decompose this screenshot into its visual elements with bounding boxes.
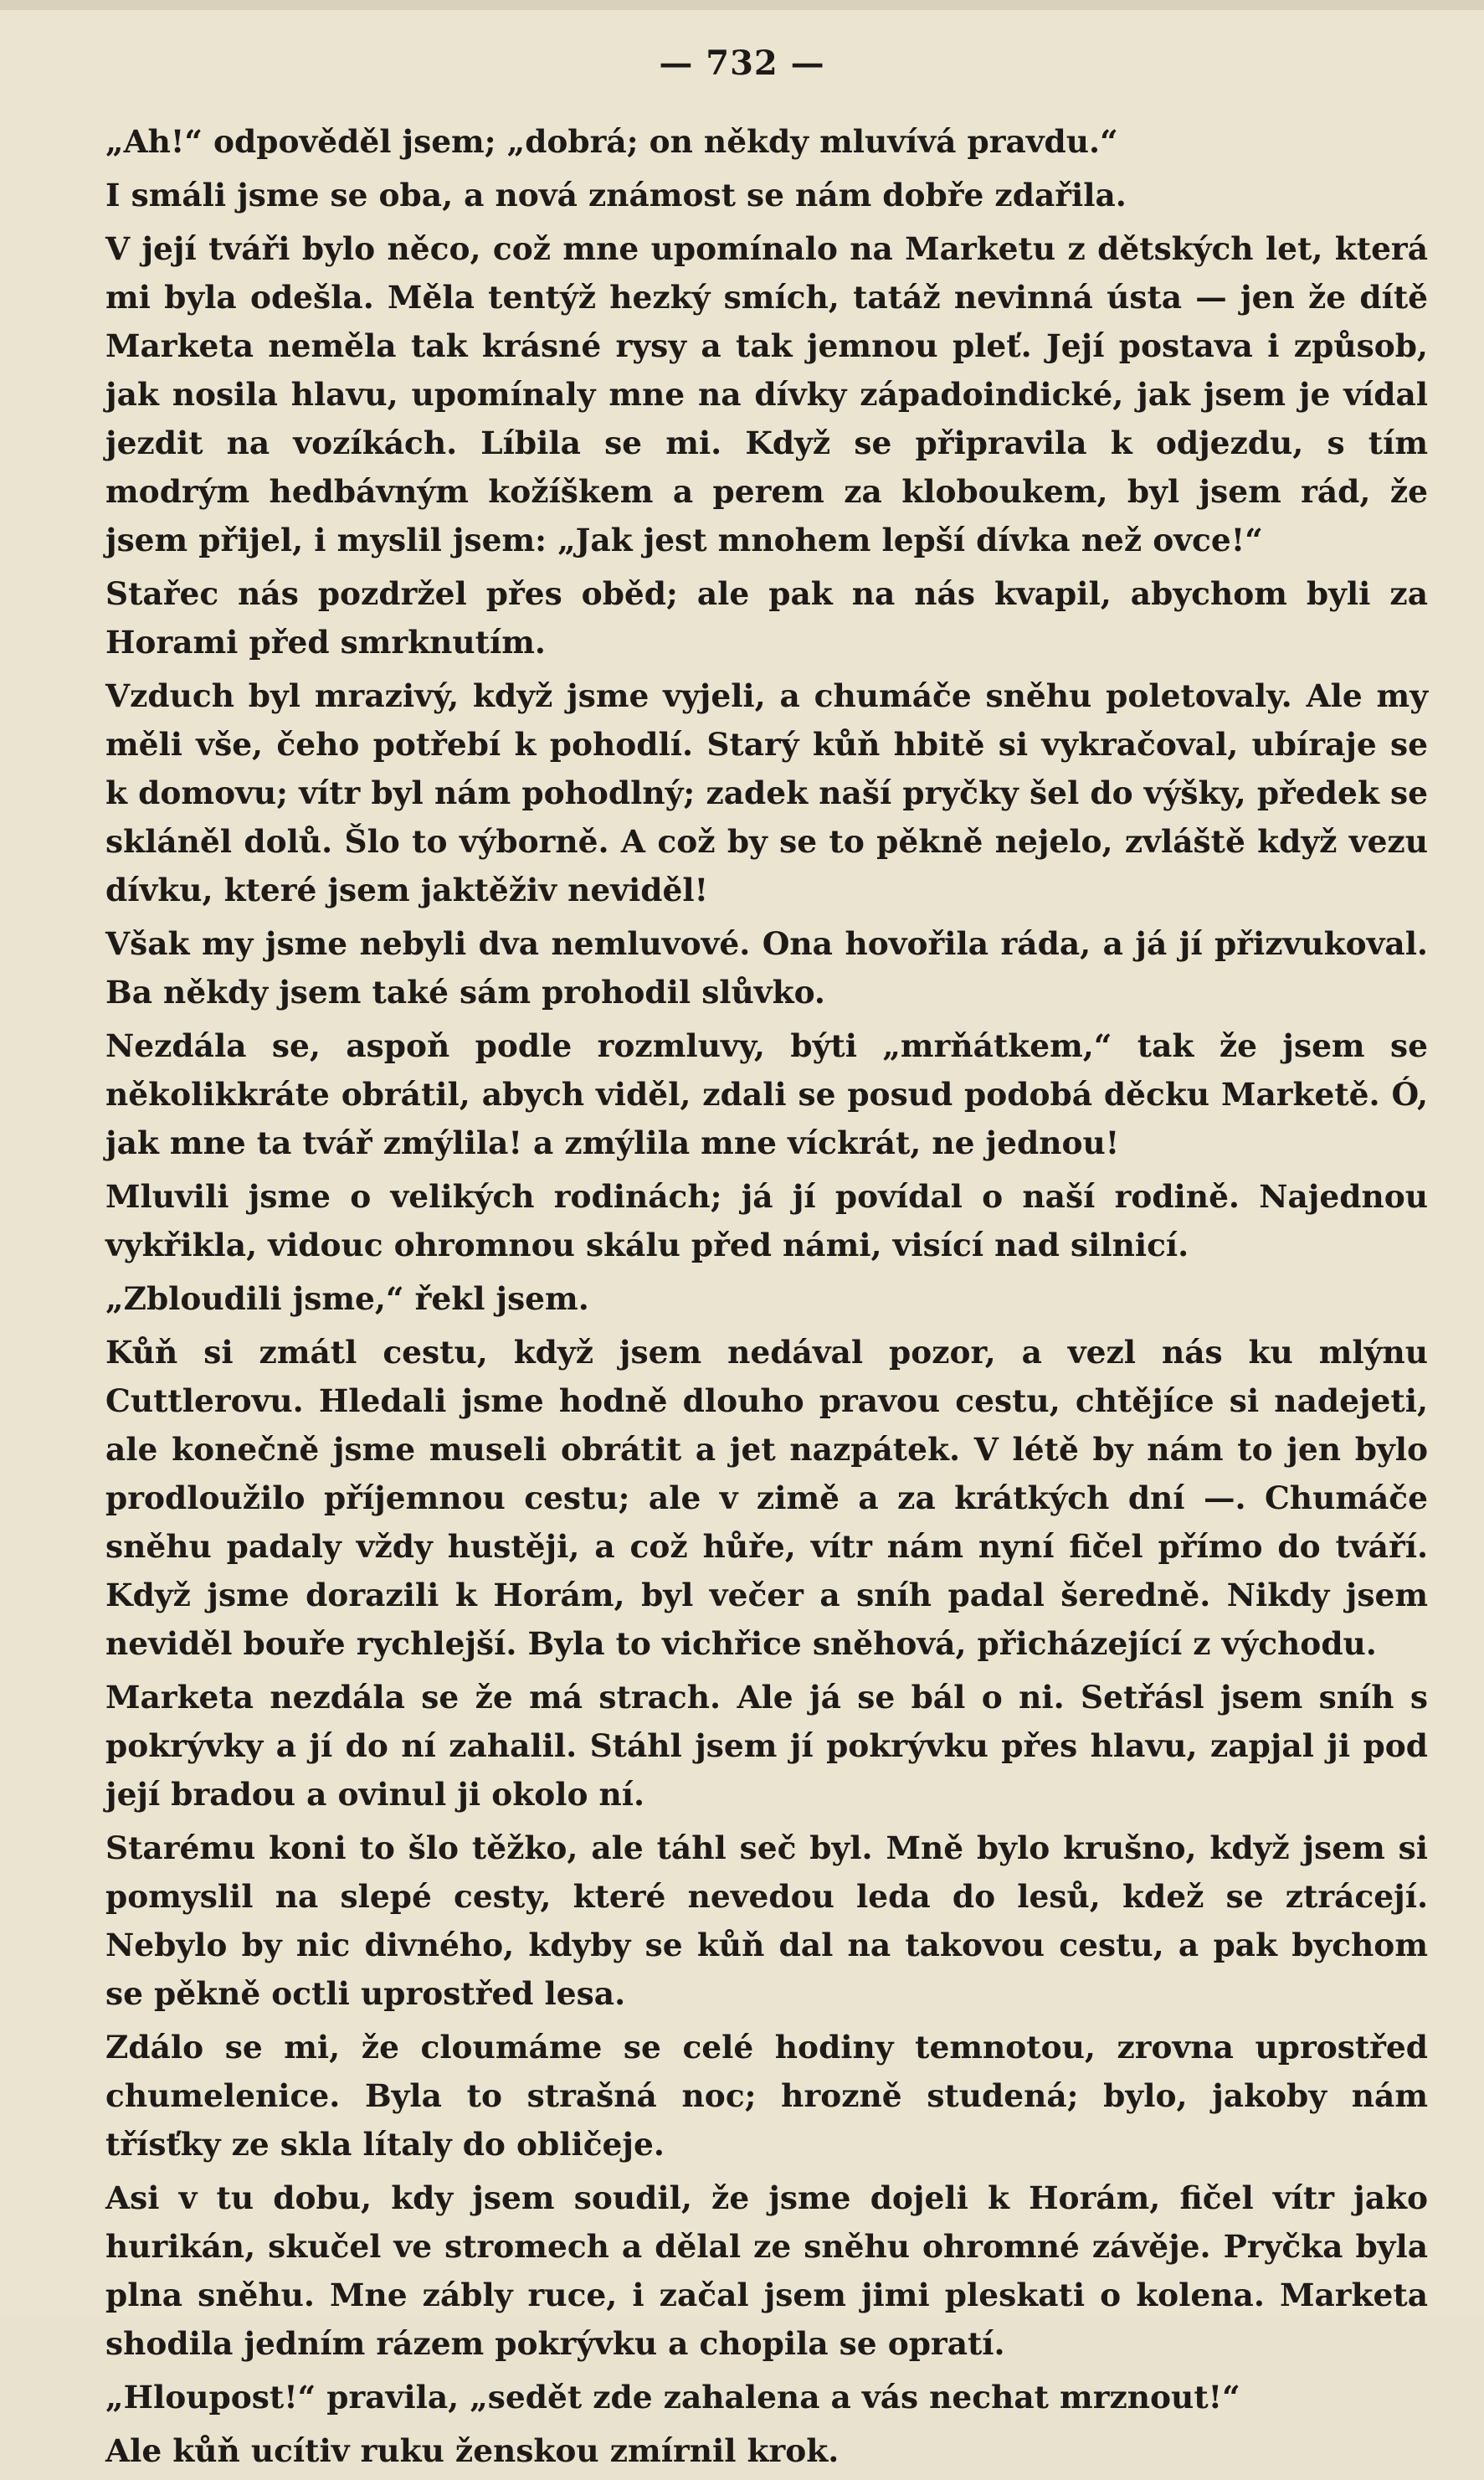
body-text xyxy=(105,117,1428,2480)
paragraph: Mluvili jsme o velikých rodinách; já jí povídal o naší rodině. Najednou vykřikla, vidouc ohromnou skálu před námi, visící nad silnicí. xyxy=(105,1178,1428,1263)
paragraph: I smáli jsme se oba, a nová známost se nám dobře zdařila. xyxy=(105,177,1127,214)
paragraph: Vzduch byl mrazivý, když jsme vyjeli, a chumáče sněhu poletovaly. Ale my měli vše, čeho potřebí k pohodlí. Starý kůň hbitě si vykračoval, ubíraje se k domovu; vítr byl nám pohodlný; zadek naší pryčky šel do výšky, předek se skláněl dolů. Šlo to výborně. A což by se to pěkně nejelo, zvláště když vezu dívku, které jsem jaktěživ neviděl! xyxy=(105,677,1428,908)
paragraph: Stařec nás pozdržel přes oběd; ale pak na nás kvapil, abychom byli za Horami před smrknutím. xyxy=(105,575,1428,661)
paragraph: „Ah!“ odpověděl jsem; „dobrá; on někdy mluvívá pravdu.“ xyxy=(105,123,1118,160)
paragraph: Nezdála se, aspoň podle rozmluvy, býti „mrňátkem,“ tak že jsem se několikkráte obrátil, abych viděl, zdali se posud podobá děcku Marketě. Ó, jak mne ta tvář zmýlila! a zmýlila mne víckrát, ne jednou! xyxy=(105,1027,1428,1161)
paragraph: Asi v tu dobu, kdy jsem soudil, že jsme dojeli k Horám, fičel vítr jako hurikán, skučel ve stromech a dělal ze sněhu ohromné závěje. Pryčka byla plna sněhu. Mne zábly ruce, i začal jsem jimi pleskati o kolena. Marketa shodila jedním rázem pokrývku a chopila se opratí. xyxy=(105,2179,1428,2362)
paragraph: Kůň si zmátl cestu, když jsem nedával pozor, a vezl nás ku mlýnu Cuttlerovu. Hledali jsme hodně dlouho pravou cestu, chtějíce si nadejeti, ale konečně jsme museli obrátit a jet nazpátek. V létě by nám to jen bylo prodloužilo příjemnou cestu; ale v zimě a za krátkých dní —. Chumáče sněhu padaly vždy hustěji, a což hůře, vítr nám nyní fičel přímo do tváří. Když jsme dorazili k Horám, byl večer a sníh padal šeredně. Nikdy jsem neviděl bouře rychlejší. Byla to vichřice sněhová, přicházející z východu. xyxy=(105,1334,1428,1662)
paragraph: Starému koni to šlo těžko, ale táhl seč byl. Mně bylo krušno, když jsem si pomyslil na slepé cesty, které nevedou leda do lesů, kdež se ztrácejí. Nebylo by nic divného, kdyby se kůň dal na takovou cestu, a pak bychom se pěkně octli uprostřed lesa. xyxy=(105,1829,1428,2012)
page-top-edge xyxy=(0,0,1484,10)
paragraph: Zdálo se mi, že cloumáme se celé hodiny temnotou, zrovna uprostřed chumelenice. Byla to strašná noc; hrozně studená; bylo, jakoby nám třísťky ze skla lítaly do obličeje. xyxy=(105,2029,1428,2163)
paragraph: V její tváři bylo něco, což mne upomínalo na Marketu z dětských let, která mi byla odešla. Měla tentýž hezký smích, tatáž nevinná ústa — jen že dítě Marketa neměla tak krásné rysy a tak jemnou pleť. Její postava i způsob, jak nosila hlavu, upomínaly mne na dívky západoindické, jak jsem je vídal jezdit na vozíkách. Líbila se mi. Když se připravila k odjezdu, s tím modrým hedbávným kožíškem a perem za kloboukem, byl jsem rád, že jsem přijel, i myslil jsem: „Jak jest mnohem lepší dívka než ovce!“ xyxy=(105,230,1428,558)
paragraph: Ale kůň ucítiv ruku ženskou zmírnil krok. xyxy=(105,2432,840,2469)
page-number: — 732 — xyxy=(659,44,825,83)
paragraph: „Zbloudili jsme,“ řekl jsem. xyxy=(105,1280,589,1317)
paragraph: Však my jsme nebyli dva nemluvové. Ona hovořila ráda, a já jí přizvukoval. Ba někdy jsem také sám prohodil slůvko. xyxy=(105,925,1428,1011)
paragraph: Marketa nezdála se že má strach. Ale já se bál o ni. Setřásl jsem sníh s pokrývky a jí do ní zahalil. Stáhl jsem jí pokrývku přes hlavu, zapjal ji pod její bradou a ovinul ji okolo ní. xyxy=(105,1679,1428,1813)
paragraph: „Hloupost!“ pravila, „sedět zde zahalena a vás nechat mrznout!“ xyxy=(105,2379,1240,2416)
